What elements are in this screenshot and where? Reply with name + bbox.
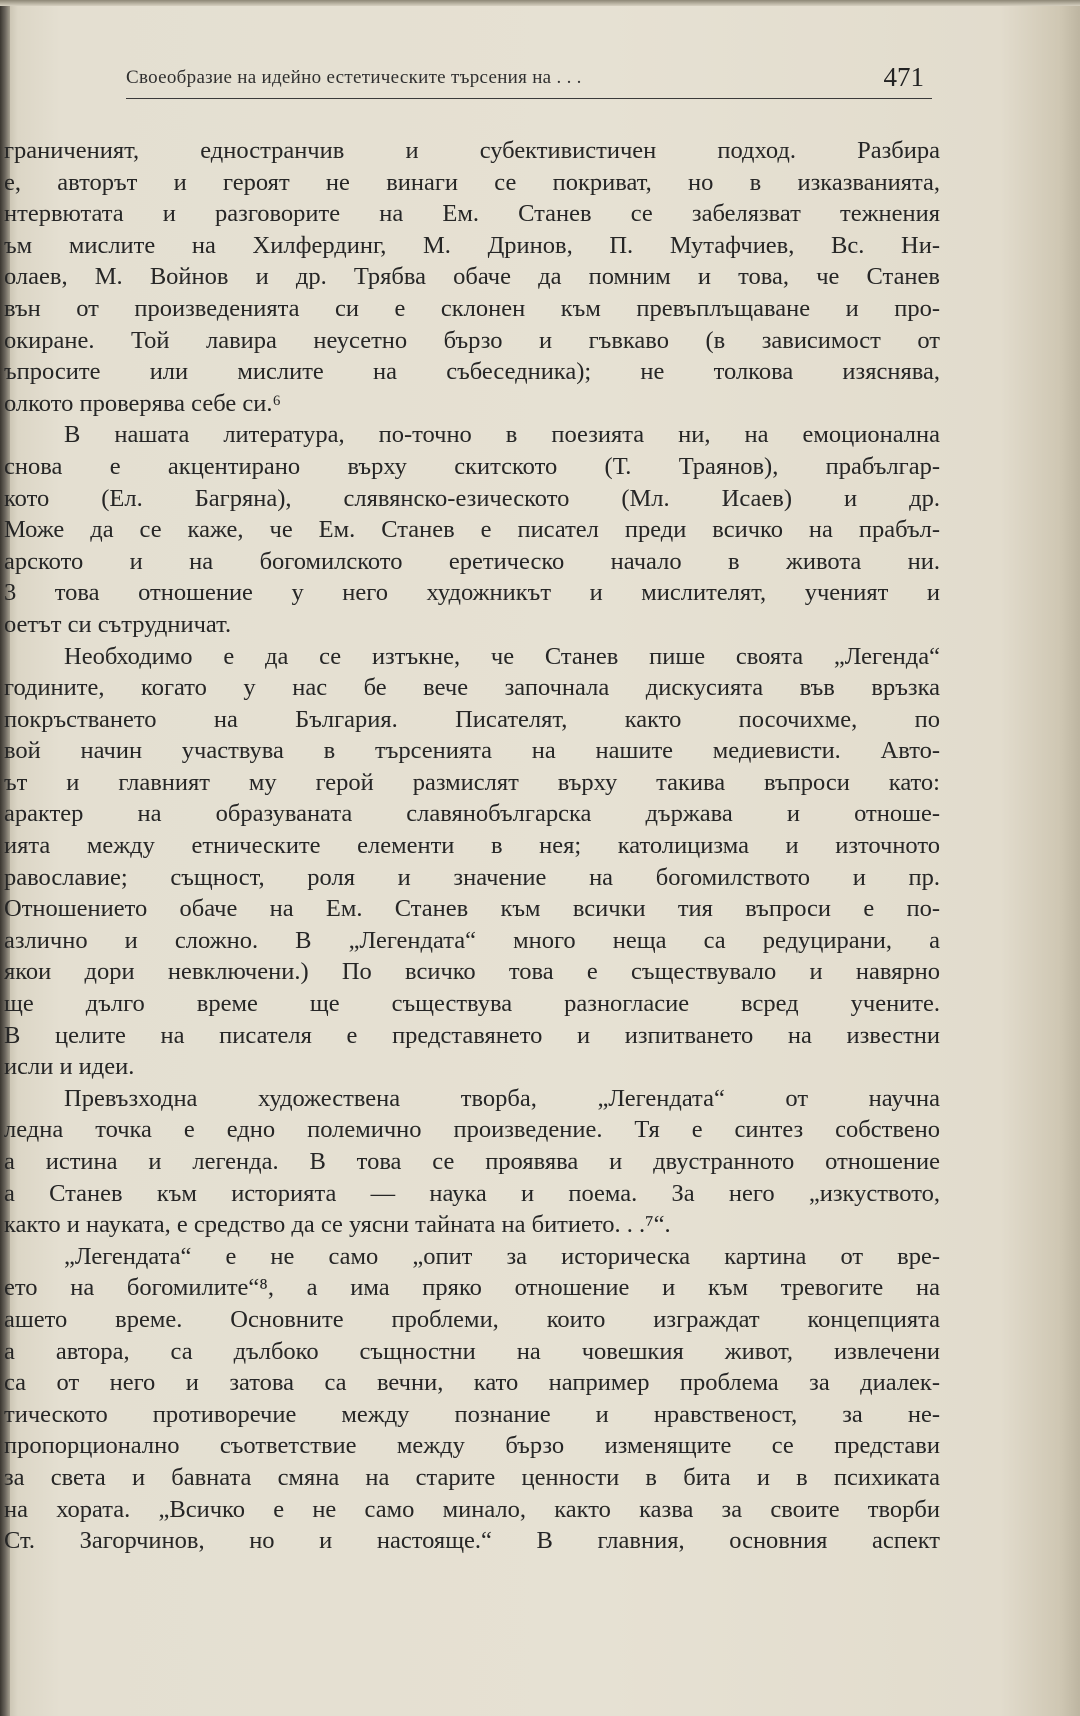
text-line: кото (Ел. Багряна), слявянско-езическото (Мл. Исаев) и др. [4,484,940,512]
text-line: оетът си сътрудничат. [4,610,232,638]
text-line: В целите на писателя е представянето и изпитването на известни [4,1021,940,1049]
text-line: тическото противоречие между познание и нравственост, за не- [4,1400,940,1428]
text-line: са от него и затова са вечни, като например проблема за диалек- [4,1369,940,1397]
text-line: ията между етническите елементи в нея; католицизма и източното [4,832,940,860]
text-line: снова е акцентирано върху скитското (Т. Траянов), прабългар- [4,452,940,480]
text-line: ъпросите или мислите на събеседника); не толкова изяснява, [4,358,940,386]
text-line: а истина и легенда. В това се проявява и двустранното отношение [4,1148,940,1175]
text-line: ашето време. Основните проблеми, които изграждат концепцията [4,1305,940,1333]
text-line: В нашата литература, по-точно в поезията ни, на емоционална [64,421,940,449]
text-line: граниченият, едностранчив и субективистичен подход. Разбира [4,137,940,164]
text-line: ът и главният му герой размислят върху такива въпроси като: [4,768,940,796]
page-header [126,62,932,99]
text-line: Превъзходна художествена творба, „Легендата“ от научна [64,1084,940,1112]
text-line: ето на богомилите“⁸, а има пряко отношение и към тревогите на [4,1274,940,1302]
running-title: Своеобразие на идейно естетическите търсения на . . . [126,67,582,88]
text-line: арактер на образуваната славянобългарска държава и отноше- [4,800,940,828]
page-top-edge [0,0,1080,6]
page-number: 471 [883,62,924,92]
text-line: исли и идеи. [4,1053,135,1081]
text-line: якои дори невключени.) По всичко това е съществувало и навярно [4,958,940,986]
text-line: ще дълго време ще съществува разногласие всред учените. [4,990,940,1018]
text-line: годините, когато у нас бе вече започнала дискусията във връзка [4,674,940,702]
text-line: Отношението обаче на Ем. Станев към всички тия въпроси е по- [4,895,940,923]
text-line: олаев, М. Войнов и др. Трябва обаче да помним и това, че Станев [4,263,940,291]
text-line: равославие; същност, роля и значение на богомилството и пр. [4,863,940,891]
text-line: окиране. Той лавира неусетно бързо и гъвкаво (в зависимост от [4,326,940,354]
text-line: е, авторът и героят не винаги се покриват, но в изказванията, [4,168,940,196]
text-line: пропорционално съответствие между бързо изменящите се представи [4,1432,940,1460]
text-line: вой начин участвува в търсенията на нашите медиевисти. Авто- [4,737,940,765]
text-line: Може да се каже, че Ем. Станев е писател преди всичко на прабъл- [4,516,940,544]
text-line: както и науката, е средство да се уясни тайната на битието. . .⁷“. [4,1211,671,1239]
text-line: на хората. „Всичко е не само минало, както казва за своите творби [4,1495,940,1523]
text-line: Необходимо е да се изтъкне, че Станев пише своята „Легенда“ [64,642,940,670]
text-line: а Станев към историята — наука и поема. За него „изкуството, [4,1179,940,1207]
text-line: вън от произведенията си е склонен към превъплъщаване и про- [4,294,940,322]
body-text [0,135,940,1557]
text-line: олкото проверява себе си.⁶ [4,389,282,417]
text-line: азлично и сложно. В „Легендата“ много неща са редуцирани, а [4,926,940,954]
text-line: арското и на богомилското еретическо начало в живота ни. [4,547,940,575]
text-line: Ст. Загорчинов, но и настояще.“ В главния, основния аспект [4,1527,940,1555]
text-line: „Легендата“ е не само „опит за историческа картина от вре- [64,1242,940,1270]
text-line: ъм мислите на Хилфердинг, М. Дринов, П. Мутафчиев, Вс. Ни- [4,231,940,259]
text-line: ледна точка е едно полемично произведение. Тя е синтез собствено [4,1116,940,1144]
text-line: покръстването на България. Писателят, както посочихме, по [4,705,940,733]
text-line: а автора, са дълбоко същностни на човешкия живот, извлечени [4,1337,940,1365]
text-line: 3 това отношение у него художникът и мислителят, ученият и [4,579,940,607]
text-line: нтервютата и разговорите на Ем. Станев се забелязват тежнения [4,200,940,228]
text-line: за света и бавната смяна на старите ценности в бита и в психиката [4,1463,940,1491]
